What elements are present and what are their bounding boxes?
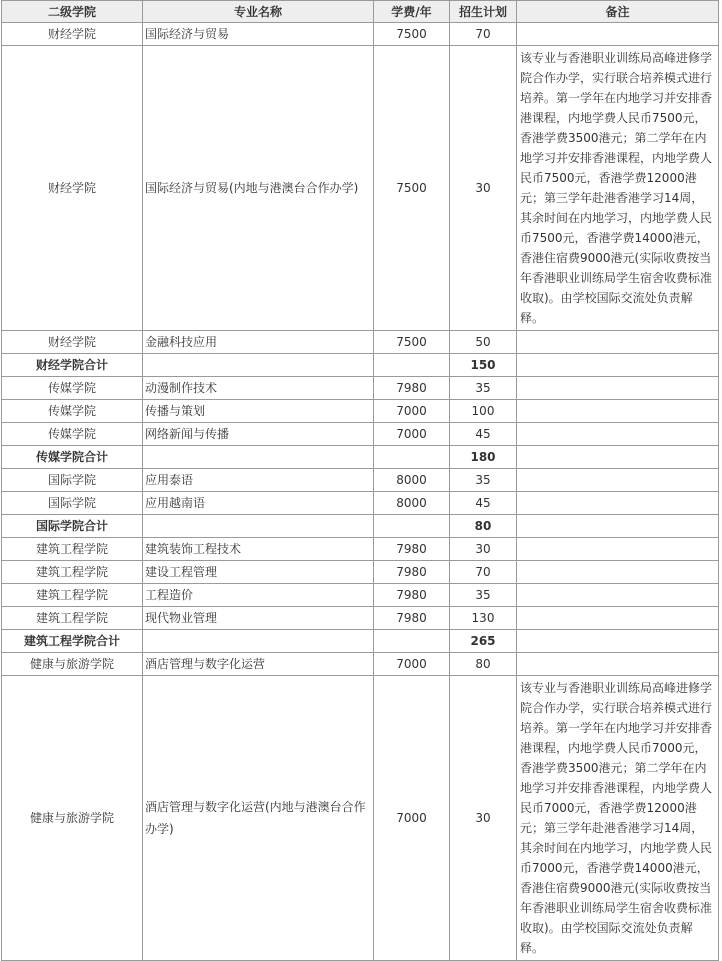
cell-plan: 130 [450,607,517,630]
cell-college: 财经学院合计 [2,354,143,377]
table-row [2,377,719,400]
cell-major: 应用越南语 [143,492,374,515]
cell-college: 健康与旅游学院 [2,676,143,961]
cell-college: 建筑工程学院 [2,584,143,607]
header-note: 备注 [517,1,719,23]
cell-plan: 30 [450,676,517,961]
cell-plan: 180 [450,446,517,469]
cell-note [517,561,719,584]
cell-plan: 70 [450,561,517,584]
cell-college: 健康与旅游学院 [2,653,143,676]
cell-plan: 50 [450,331,517,354]
cell-fee: 7500 [374,46,450,331]
cell-note [517,331,719,354]
table-header-row [2,1,719,23]
cell-college: 建筑工程学院合计 [2,630,143,653]
cell-college: 传媒学院合计 [2,446,143,469]
cell-major: 国际经济与贸易(内地与港澳台合作办学) [143,46,374,331]
cell-major [143,446,374,469]
table-body [2,23,719,961]
header-plan: 招生计划 [450,1,517,23]
cell-fee: 7000 [374,653,450,676]
cell-plan: 100 [450,400,517,423]
cell-college: 财经学院 [2,23,143,46]
header-major: 专业名称 [143,1,374,23]
cell-plan: 150 [450,354,517,377]
cell-note [517,377,719,400]
cell-major: 建设工程管理 [143,561,374,584]
cell-major: 传播与策划 [143,400,374,423]
header-college: 二级学院 [2,1,143,23]
cell-major: 现代物业管理 [143,607,374,630]
table-row [2,46,719,331]
table-row [2,584,719,607]
table-row [2,400,719,423]
cell-note [517,607,719,630]
cell-fee: 7980 [374,584,450,607]
cell-note [517,653,719,676]
cell-note [517,492,719,515]
cell-fee: 7980 [374,607,450,630]
table-row [2,676,719,961]
subtotal-row [2,446,719,469]
table-row [2,561,719,584]
cell-fee: 7000 [374,676,450,961]
cell-major: 金融科技应用 [143,331,374,354]
cell-major [143,515,374,538]
cell-fee: 8000 [374,492,450,515]
cell-note [517,446,719,469]
cell-fee: 7500 [374,331,450,354]
cell-major: 国际经济与贸易 [143,23,374,46]
cell-fee: 7000 [374,423,450,446]
cell-note [517,354,719,377]
cell-college: 传媒学院 [2,377,143,400]
cell-note [517,515,719,538]
subtotal-row [2,354,719,377]
table-row [2,23,719,46]
header-fee: 学费/年 [374,1,450,23]
cell-fee: 7980 [374,561,450,584]
subtotal-row [2,630,719,653]
cell-plan: 45 [450,423,517,446]
cell-note [517,584,719,607]
cell-note [517,538,719,561]
cell-major: 酒店管理与数字化运营(内地与港澳台合作办学) [143,676,374,961]
cell-fee: 7500 [374,23,450,46]
table-row [2,469,719,492]
cell-plan: 45 [450,492,517,515]
cell-plan: 35 [450,469,517,492]
cell-college: 建筑工程学院 [2,538,143,561]
cell-fee [374,515,450,538]
cell-major: 应用泰语 [143,469,374,492]
cell-major [143,354,374,377]
enrollment-table [1,0,719,961]
cell-note: 该专业与香港职业训练局高峰进修学院合作办学，实行联合培养模式进行培养。第一学年在内地学习并安排香港课程，内地学费人民币7000元，香港学费3500港元；第二学年在内地学习并安排香港课程，内地学费人民币7000元，香港学费12000港元；第三学年赴港香港学习14周，其余时间在内地学习，内地学费人民币7000元，香港学费14000港元，香港住宿费9000港元(实际收费按当年香港职业训练局学生宿舍收费标准收取)。由学校国际交流处负责解释。 [517,676,719,961]
table-row [2,653,719,676]
cell-fee [374,354,450,377]
cell-note [517,23,719,46]
cell-plan: 30 [450,538,517,561]
cell-major: 酒店管理与数字化运营 [143,653,374,676]
cell-plan: 80 [450,515,517,538]
cell-note: 该专业与香港职业训练局高峰进修学院合作办学，实行联合培养模式进行培养。第一学年在内地学习并安排香港课程，内地学费人民币7500元，香港学费3500港元；第二学年在内地学习并安排香港课程，内地学费人民币7500元，香港学费12000港元；第三学年赴港香港学习14周，其余时间在内地学习，内地学费人民币7500元，香港学费14000港元，香港住宿费9000港元(实际收费按当年香港职业训练局学生宿舍收费标准收取)。由学校国际交流处负责解释。 [517,46,719,331]
cell-college: 国际学院 [2,492,143,515]
cell-fee [374,446,450,469]
table-row [2,331,719,354]
cell-plan: 80 [450,653,517,676]
cell-note [517,400,719,423]
cell-plan: 70 [450,23,517,46]
cell-plan: 35 [450,584,517,607]
cell-college: 传媒学院 [2,400,143,423]
cell-plan: 35 [450,377,517,400]
cell-major: 建筑装饰工程技术 [143,538,374,561]
subtotal-row [2,515,719,538]
cell-fee: 8000 [374,469,450,492]
cell-fee: 7980 [374,538,450,561]
cell-fee: 7000 [374,400,450,423]
cell-college: 财经学院 [2,46,143,331]
cell-college: 国际学院 [2,469,143,492]
cell-note [517,423,719,446]
cell-college: 国际学院合计 [2,515,143,538]
table-row [2,492,719,515]
cell-note [517,630,719,653]
table-row [2,607,719,630]
cell-college: 建筑工程学院 [2,607,143,630]
cell-fee [374,630,450,653]
cell-plan: 30 [450,46,517,331]
cell-note [517,469,719,492]
cell-major: 网络新闻与传播 [143,423,374,446]
table-row [2,538,719,561]
cell-major: 工程造价 [143,584,374,607]
cell-college: 建筑工程学院 [2,561,143,584]
cell-fee: 7980 [374,377,450,400]
table-row [2,423,719,446]
cell-college: 财经学院 [2,331,143,354]
cell-major: 动漫制作技术 [143,377,374,400]
cell-college: 传媒学院 [2,423,143,446]
cell-plan: 265 [450,630,517,653]
cell-major [143,630,374,653]
